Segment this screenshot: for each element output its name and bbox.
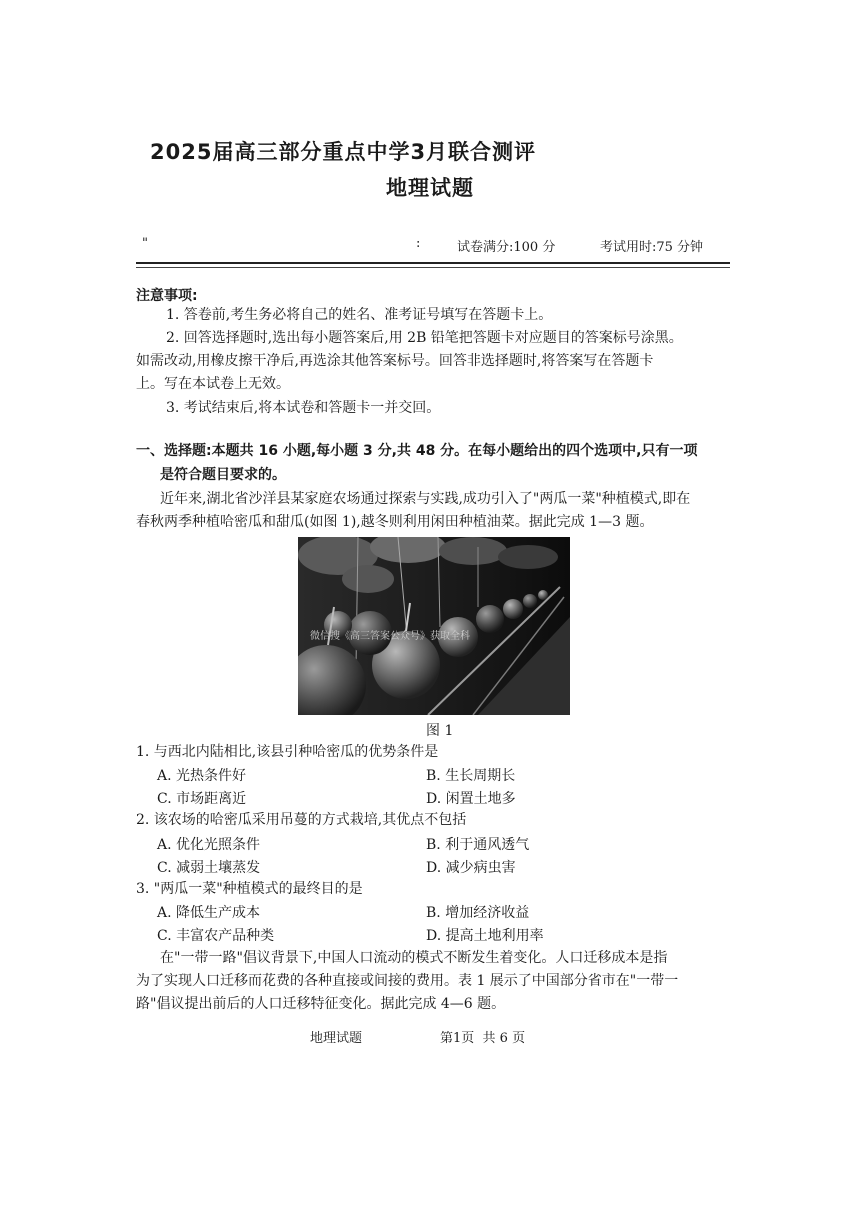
question-1-stem: 1. 与西北内陆相比,该县引种哈密瓜的优势条件是 bbox=[136, 744, 439, 760]
exam-time: 考试用时:75 分钟 bbox=[600, 240, 704, 255]
question-3-option-c[interactable]: C. 丰富农产品种类 bbox=[157, 928, 275, 944]
notice-item-2-cont2: 上。写在本试卷上无效。 bbox=[136, 376, 290, 392]
header-rule-thin bbox=[136, 267, 730, 268]
notice-item-1: 1. 答卷前,考生务必将自己的姓名、准考证号填写在答题卡上。 bbox=[166, 307, 553, 323]
notice-item-3: 3. 考试结束后,将本试卷和答题卡一并交回。 bbox=[166, 400, 441, 416]
passage-line-1: 近年来,湖北省沙洋县某家庭农场通过探索与实践,成功引入了"两瓜一菜"种植模式,即在 bbox=[160, 491, 691, 507]
footer-page-number: 第1页 共 6 页 bbox=[440, 1031, 526, 1046]
exam-title: 2025届高三部分重点中学3月联合测评 bbox=[150, 140, 537, 164]
section-heading-cont: 是符合题目要求的。 bbox=[160, 467, 286, 483]
footer-subject: 地理试题 bbox=[310, 1031, 363, 1046]
question-1-option-c[interactable]: C. 市场距离近 bbox=[157, 791, 247, 807]
question-3-stem: 3. "两瓜一菜"种植模式的最终目的是 bbox=[136, 881, 363, 897]
section-heading: 一、选择题:本题共 16 小题,每小题 3 分,共 48 分。在每小题给出的四个选项中,只有一项 bbox=[136, 443, 698, 459]
notice-item-2-cont: 如需改动,用橡皮擦干净后,再选涂其他答案标号。回答非选择题时,将答案写在答题卡 bbox=[136, 353, 654, 369]
question-2-option-b[interactable]: B. 利于通风透气 bbox=[426, 837, 530, 853]
question-3-option-a[interactable]: A. 降低生产成本 bbox=[157, 905, 261, 921]
notice-heading: 注意事项: bbox=[136, 288, 198, 304]
passage-line-2: 春秋两季种植哈密瓜和甜瓜(如图 1),越冬则利用闲田种植油菜。据此完成 1—3 题。 bbox=[136, 514, 654, 530]
header-mark-colon: : bbox=[416, 236, 421, 251]
passage2-line-2: 为了实现人口迁移而花费的各种直接或间接的费用。表 1 展示了中国部分省市在"一带一 bbox=[136, 973, 679, 989]
question-1-option-a[interactable]: A. 光热条件好 bbox=[157, 768, 247, 784]
melon-greenhouse-image bbox=[298, 537, 570, 715]
notice-item-2: 2. 回答选择题时,选出每小题答案后,用 2B 铅笔把答题卡对应题目的答案标号涂黑。 bbox=[166, 330, 683, 346]
figure-caption: 图 1 bbox=[426, 723, 454, 739]
header-mark-left: " bbox=[142, 236, 148, 251]
passage2-line-1: 在"一带一路"倡议背景下,中国人口流动的模式不断发生着变化。人口迁移成本是指 bbox=[160, 950, 668, 966]
question-2-stem: 2. 该农场的哈密瓜采用吊蔓的方式栽培,其优点不包括 bbox=[136, 812, 467, 828]
header-rule bbox=[136, 262, 730, 264]
question-1-option-d[interactable]: D. 闲置土地多 bbox=[426, 791, 516, 807]
figure-watermark: 微信搜《高三答案公众号》获取全科 bbox=[310, 631, 470, 642]
question-2-option-c[interactable]: C. 减弱土壤蒸发 bbox=[157, 860, 261, 876]
full-score: 试卷满分:100 分 bbox=[457, 240, 556, 255]
figure-1-photo bbox=[298, 537, 570, 715]
question-2-option-a[interactable]: A. 优化光照条件 bbox=[157, 837, 261, 853]
passage2-line-3: 路"倡议提出前后的人口迁移特征变化。据此完成 4—6 题。 bbox=[136, 996, 506, 1012]
question-3-option-b[interactable]: B. 增加经济收益 bbox=[426, 905, 530, 921]
question-2-option-d[interactable]: D. 减少病虫害 bbox=[426, 860, 516, 876]
subject-title: 地理试题 bbox=[386, 176, 474, 200]
question-1-option-b[interactable]: B. 生长周期长 bbox=[426, 768, 516, 784]
question-3-option-d[interactable]: D. 提高土地利用率 bbox=[426, 928, 544, 944]
